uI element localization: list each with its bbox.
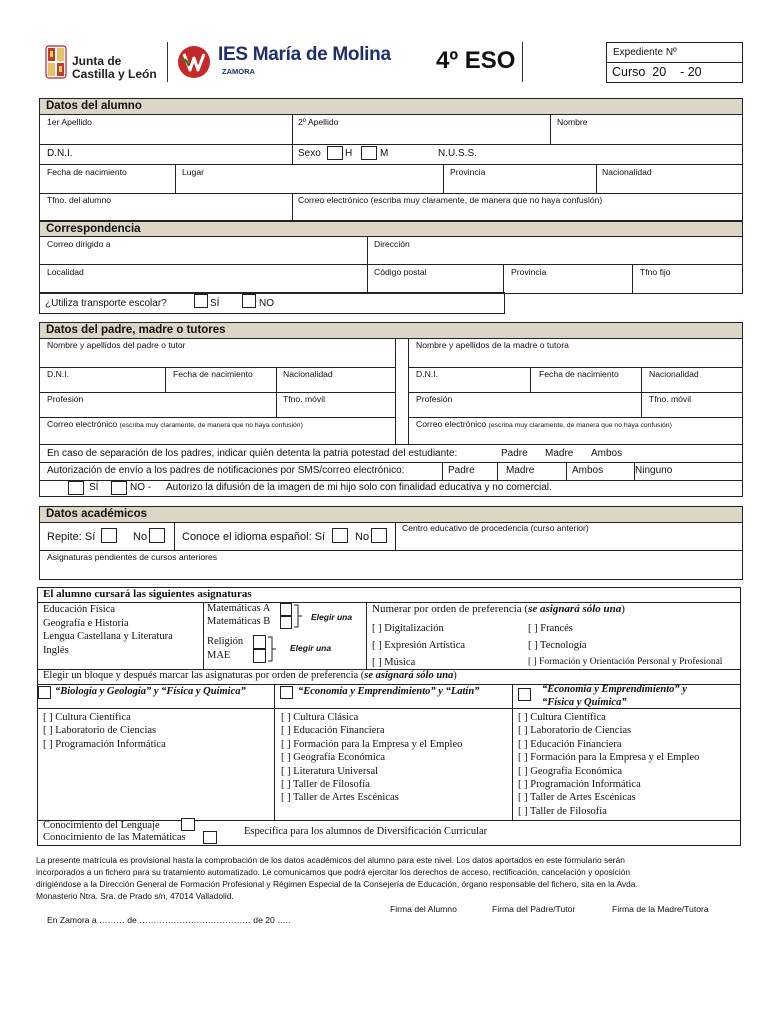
b3-geografia-economica[interactable]: [ ] Geografía Económica bbox=[518, 765, 623, 777]
mat-b-checkbox[interactable] bbox=[280, 616, 292, 629]
opt-expresion[interactable]: [ ] Expresión Artística bbox=[372, 640, 466, 651]
comun-geo: Geografía e Historia bbox=[43, 617, 129, 629]
idioma-label: Conoce el idioma español: Sí bbox=[182, 531, 326, 543]
correo-label: Correo electrónico bbox=[47, 419, 118, 429]
curso-label: Curso 20 - 20 bbox=[612, 65, 702, 79]
section-academicos-title: Datos académicos bbox=[39, 506, 743, 523]
correo-label: Correo electrónico bbox=[416, 419, 487, 429]
b2-taller-filosofia[interactable]: [ ] Taller de Filosofía bbox=[281, 779, 370, 791]
field-dni[interactable]: D.N.I. bbox=[47, 148, 73, 159]
imagen-si-checkbox[interactable] bbox=[68, 481, 84, 495]
opt-fopp[interactable]: [ ] Formación y Orientación Personal y Profesional bbox=[528, 657, 723, 667]
field-padre-movil[interactable]: Tfno. móvil bbox=[283, 394, 326, 404]
firma-alumno: Firma del Alumno bbox=[390, 904, 457, 914]
opt-digitalizacion[interactable]: [ ] Digitalización bbox=[372, 623, 444, 634]
transporte-si-checkbox[interactable] bbox=[194, 294, 208, 308]
repite-no-label: No bbox=[133, 531, 148, 543]
field-tfno-alumno[interactable]: Tfno. del alumno bbox=[47, 195, 112, 205]
bloque3-list bbox=[518, 711, 699, 818]
b2-cultura-clasica[interactable]: [ ] Cultura Clásica bbox=[281, 712, 359, 723]
field-padre-correo[interactable] bbox=[47, 419, 303, 429]
field-madre-profesion[interactable]: Profesión bbox=[416, 394, 453, 404]
field-madre-nacionalidad[interactable]: Nacionalidad bbox=[649, 369, 699, 379]
field-correo-dirigido[interactable]: Correo dirigido a bbox=[47, 239, 111, 249]
field-padre-nacionalidad[interactable]: Nacionalidad bbox=[283, 369, 333, 379]
b3-formacion-empresa[interactable]: [ ] Formación para la Empresa y el Empleo bbox=[518, 752, 700, 764]
expediente-label: Expediente Nº bbox=[613, 47, 677, 58]
firma-madre: Firma de la Madre/Tutora bbox=[612, 904, 709, 914]
comun-ingles: Inglés bbox=[43, 644, 69, 656]
mat-b-label: Matemáticas B bbox=[207, 616, 271, 627]
opt-musica[interactable]: [ ] Música bbox=[372, 657, 416, 668]
field-madre-correo[interactable] bbox=[416, 419, 672, 429]
field-centro-procedencia[interactable]: Centro educativo de procedencia (curso anterior) bbox=[402, 523, 589, 533]
patria-padre-option[interactable]: Padre bbox=[501, 448, 528, 459]
field-tfno-fijo[interactable]: Tfno fijo bbox=[640, 267, 671, 277]
bloque2-title: “Economía y Emprendimiento” y “Latín” bbox=[298, 686, 480, 697]
conoc-lenguaje-label: Conocimiento del Lenguaje bbox=[43, 820, 160, 831]
course-divider bbox=[522, 42, 523, 82]
field-madre-fecha[interactable]: Fecha de nacimiento bbox=[539, 369, 619, 379]
bloque-instruccion: Elegir un bloque y después marcar las asignaturas por orden de preferencia (se asignará sólo una) bbox=[43, 670, 457, 681]
sexo-m-checkbox[interactable] bbox=[361, 146, 377, 160]
field-madre-movil[interactable]: Tfno. móvil bbox=[649, 394, 692, 404]
b2-literatura-universal[interactable]: [ ] Literatura Universal bbox=[281, 765, 379, 777]
field-padre-fecha[interactable]: Fecha de nacimiento bbox=[173, 369, 253, 379]
separacion-label: En caso de separación de los padres, indicar quién detenta la patria potestad del estudiante: bbox=[47, 448, 458, 459]
b1-programacion[interactable]: [ ] Programación Informática bbox=[43, 738, 166, 750]
rel-bracket-icon bbox=[267, 636, 277, 662]
sms-ninguno-option[interactable]: Ninguno bbox=[635, 465, 673, 476]
conoc-lenguaje-checkbox[interactable] bbox=[181, 818, 195, 831]
section-tutores-title: Datos del padre, madre o tutores bbox=[39, 322, 743, 339]
asignaturas-title: El alumno cursará las siguientes asignaturas bbox=[43, 588, 252, 600]
junta-logo-icon bbox=[45, 44, 67, 80]
mat-elegir-label: Elegir una bbox=[311, 612, 353, 622]
transporte-no-label: NO bbox=[259, 298, 274, 309]
field-correo-alumno[interactable]: Correo electrónico (escriba muy claramente, de manera que no haya confusión) bbox=[298, 195, 603, 205]
legal-text bbox=[36, 854, 742, 902]
section-alumno-title: Datos del alumno bbox=[39, 98, 743, 115]
field-lugar[interactable]: Lugar bbox=[182, 167, 204, 177]
patria-madre-option[interactable]: Madre bbox=[545, 448, 574, 459]
b3-taller-artes[interactable]: [ ] Taller de Artes Escénicas bbox=[518, 792, 636, 804]
sexo-label: Sexo bbox=[298, 148, 321, 159]
correo-note: (escriba muy claramente, de manera que no haya confusión) bbox=[488, 422, 672, 429]
header-divider bbox=[167, 42, 168, 82]
field-madre-dni[interactable]: D.N.I. bbox=[416, 369, 438, 379]
diversificacion-label: Específica para los alumnos de Diversificación Curricular bbox=[244, 826, 488, 837]
b2-geografia-economica[interactable]: [ ] Geografía Económica bbox=[281, 752, 386, 764]
field-padre-dni[interactable]: D.N.I. bbox=[47, 369, 69, 379]
field-apellido2[interactable]: 2º Apellido bbox=[298, 117, 339, 127]
course-level: 4º ESO bbox=[436, 47, 516, 74]
sms-ambos-option[interactable]: Ambos bbox=[572, 465, 604, 476]
conoc-mate-label: Conocimiento de las Matemáticas bbox=[43, 832, 186, 843]
sexo-h-label: H bbox=[345, 148, 353, 159]
b3-educacion-financiera[interactable]: [ ] Educación Financiera bbox=[518, 738, 622, 750]
field-provincia[interactable]: Provincia bbox=[450, 167, 486, 177]
optativas-right bbox=[528, 620, 722, 671]
imagen-no-label: NO - bbox=[130, 482, 152, 493]
fecha-lugar[interactable]: En Zamora a ……… de ………………………………… de 20 ….. bbox=[47, 915, 291, 925]
transporte-si-label: SÍ bbox=[210, 298, 220, 309]
comun-lengua: Lengua Castellana y Literatura bbox=[43, 631, 173, 642]
opt-frances[interactable]: [ ] Francés bbox=[528, 623, 573, 634]
legal-line-3: dirigiéndose a la Dirección General de Formación Profesional y Régimen Especial de la Consejería de Educación, órgano responsable del fichero, sita en la Avda. bbox=[36, 879, 638, 889]
bloque3-title-1: “Economía y Emprendimiento” y bbox=[542, 684, 687, 695]
idioma-no-label: No bbox=[355, 531, 370, 543]
b3-programacion[interactable]: [ ] Programación Informática bbox=[518, 779, 641, 791]
legal-line-1: La presente matrícula es provisional hasta la comprobación de los datos académicos del alumno para este nivel. Los datos aportados en este formulario serán bbox=[36, 855, 625, 865]
field-direccion[interactable]: Dirección bbox=[374, 239, 410, 249]
patria-ambos-option[interactable]: Ambos bbox=[591, 448, 623, 459]
transporte-no-checkbox[interactable] bbox=[242, 294, 256, 308]
bloque1-title: “Biología y Geología” y “Física y Química” bbox=[55, 686, 246, 697]
transporte-label: ¿Utiliza transporte escolar? bbox=[45, 298, 167, 309]
mat-a-checkbox[interactable] bbox=[280, 603, 292, 616]
numerar-label: Numerar por orden de preferencia (se asignará sólo una) bbox=[372, 603, 625, 615]
field-padre-profesion[interactable]: Profesión bbox=[47, 394, 84, 404]
ies-name: IES María de Molina bbox=[218, 44, 391, 65]
junta-name-line1: Junta de bbox=[72, 54, 122, 68]
b2-taller-artes[interactable]: [ ] Taller de Artes Escénicas bbox=[281, 792, 399, 804]
bloque1-list bbox=[43, 711, 166, 751]
b2-educacion-financiera[interactable]: [ ] Educación Financiera bbox=[281, 725, 385, 737]
opt-tecnologia[interactable]: [ ] Tecnología bbox=[528, 640, 587, 651]
field-apellido1[interactable]: 1er Apellido bbox=[47, 117, 92, 127]
autorizacion-label: Autorización de envío a los padres de notificaciones por SMS/correo electrónico: bbox=[47, 465, 405, 476]
field-nacionalidad[interactable]: Nacionalidad bbox=[602, 167, 652, 177]
bloque3-title-2: “Física y Química” bbox=[542, 697, 627, 708]
field-provincia-corr[interactable]: Provincia bbox=[511, 267, 547, 277]
field-madre-nombre[interactable]: Nombre y apellidos de la madre o tutora bbox=[416, 340, 569, 350]
b3-taller-filosofia[interactable]: [ ] Taller de Filosofía bbox=[518, 805, 607, 817]
ies-logo-icon bbox=[176, 44, 212, 80]
imagen-text: Autorizo la difusión de la imagen de mi hijo solo con finalidad educativa y no comercial. bbox=[166, 482, 552, 493]
b1-cultura-cientifica[interactable]: [ ] Cultura Científica bbox=[43, 712, 131, 723]
imagen-no-checkbox[interactable] bbox=[111, 481, 127, 495]
field-padre-nombre[interactable]: Nombre y apellidos del padre o tutor bbox=[47, 340, 186, 350]
correo-note: (escriba muy claramente, de manera que no haya confusión) bbox=[119, 422, 303, 429]
mat-bracket-icon bbox=[293, 604, 303, 628]
firma-padre: Firma del Padre/Tutor bbox=[492, 904, 576, 914]
field-fecha-nacimiento[interactable]: Fecha de nacimiento bbox=[47, 167, 127, 177]
mae-checkbox[interactable] bbox=[253, 649, 266, 663]
religion-label: Religión bbox=[207, 636, 244, 647]
junta-name-line2: Castilla y León bbox=[72, 67, 157, 81]
sms-madre-option[interactable]: Madre bbox=[506, 465, 535, 476]
religion-checkbox[interactable] bbox=[253, 635, 266, 649]
optativas-left bbox=[372, 620, 465, 671]
b3-cultura-cientifica[interactable]: [ ] Cultura Científica bbox=[518, 712, 606, 723]
repite-si-checkbox[interactable] bbox=[101, 528, 117, 543]
conoc-mate-checkbox[interactable] bbox=[203, 831, 217, 844]
sexo-h-checkbox[interactable] bbox=[327, 146, 343, 160]
mat-a-label: Matemáticas A bbox=[207, 603, 271, 614]
section-correspondencia-title: Correspondencia bbox=[39, 221, 743, 237]
bloque2-list bbox=[281, 711, 462, 805]
expediente-box[interactable] bbox=[606, 42, 743, 83]
idioma-si-checkbox[interactable] bbox=[332, 528, 348, 543]
rel-elegir-label: Elegir una bbox=[290, 643, 332, 653]
repite-label: Repite: Sí bbox=[47, 531, 96, 543]
field-localidad[interactable]: Localidad bbox=[47, 267, 84, 277]
repite-no-checkbox[interactable] bbox=[149, 528, 165, 543]
asignaturas-comunes bbox=[43, 603, 173, 657]
field-pendientes[interactable]: Asignaturas pendientes de cursos anteriores bbox=[47, 552, 218, 562]
field-nuss[interactable]: N.U.S.S. bbox=[438, 148, 477, 159]
bloque3-checkbox[interactable] bbox=[518, 688, 531, 701]
b3-laboratorio[interactable]: [ ] Laboratorio de Ciencias bbox=[518, 725, 632, 737]
bloque2-checkbox[interactable] bbox=[280, 686, 293, 699]
mae-label: MAE bbox=[207, 650, 231, 661]
b1-laboratorio[interactable]: [ ] Laboratorio de Ciencias bbox=[43, 725, 157, 737]
b2-formacion-empresa[interactable]: [ ] Formación para la Empresa y el Empleo bbox=[281, 738, 463, 750]
ies-city: ZAMORA bbox=[222, 67, 255, 76]
sms-padre-option[interactable]: Padre bbox=[448, 465, 475, 476]
idioma-no-checkbox[interactable] bbox=[371, 528, 387, 543]
legal-line-2: incorporados a un fichero para su tratamiento automatizado. Le comunicamos que podrá ejercitar los derechos de acceso, rectificación, cancelación y oposición bbox=[36, 867, 631, 877]
bloque1-checkbox[interactable] bbox=[38, 686, 51, 699]
comun-ef: Educación Física bbox=[43, 604, 116, 615]
sexo-m-label: M bbox=[380, 148, 389, 159]
legal-line-4: Monasterio Ntra. Sra. de Prado s/n, 47014 Valladolid. bbox=[36, 891, 234, 901]
field-nombre[interactable]: Nombre bbox=[557, 117, 588, 127]
field-codigo-postal[interactable]: Código postal bbox=[374, 267, 427, 277]
imagen-si-label: SÍ bbox=[89, 482, 99, 493]
